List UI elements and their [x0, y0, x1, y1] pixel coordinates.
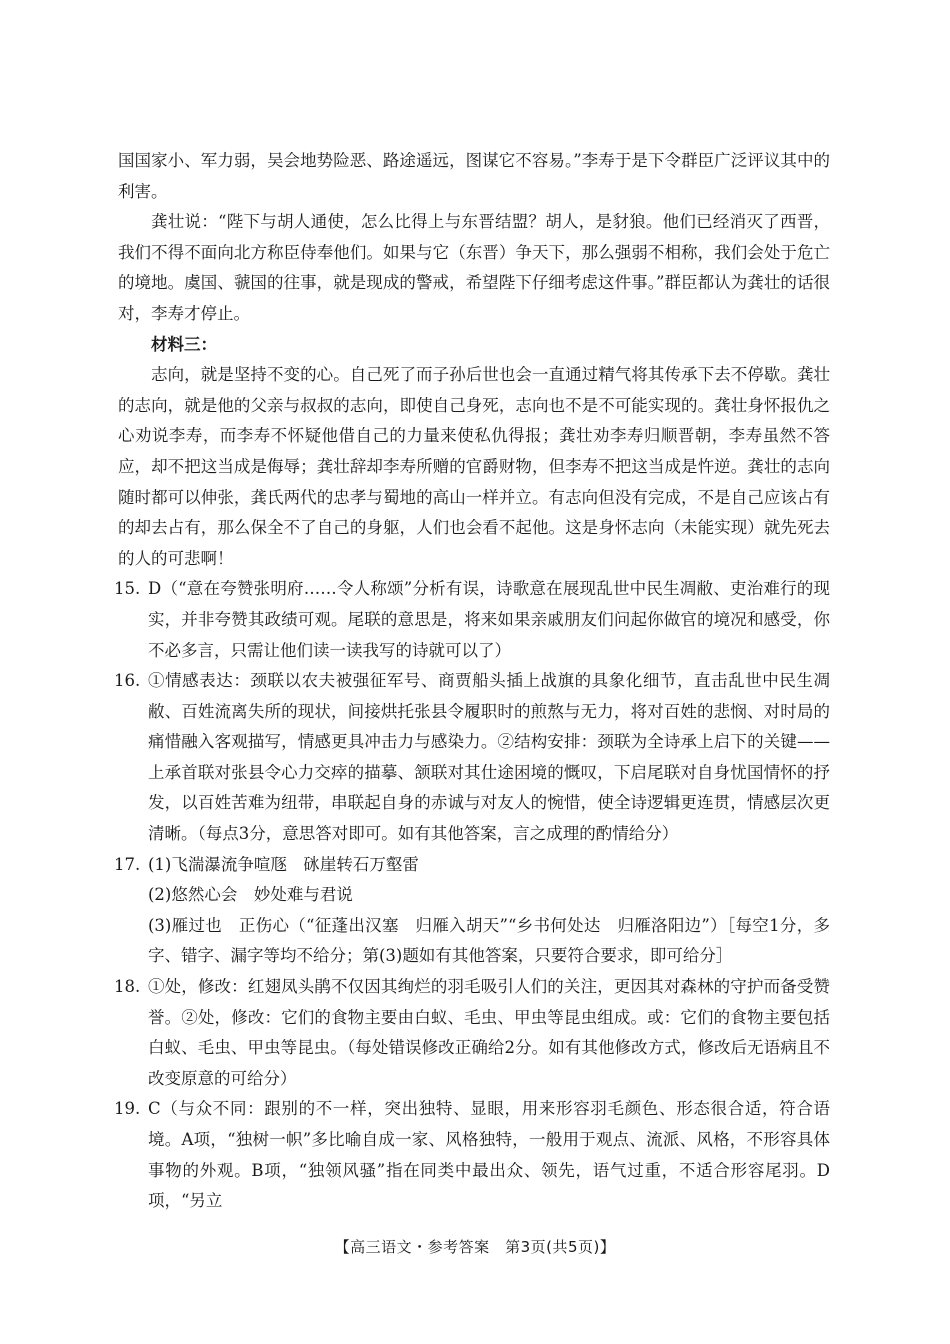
- item-text: C（与众不同：跟别的不一样，突出独特、显眼，用来形容羽毛颜色、形态很合适，符合语境。A项，“独树一帜”多比喻自成一家、风格独特，一般用于观点、流派、风格，不形容具体事物的外观。B项，“独领风骚”指在同类中最出众、领先，语气过重，不适合形容尾羽。D项，“另立: [148, 1099, 830, 1211]
- item-number: 17.: [114, 854, 141, 874]
- item-text: D（“意在夸赞张明府……令人称颂”分析有误，诗歌意在展现乱世中民生凋敝、吏治难行的现实，并非夸赞其政绩可观。尾联的意思是，将来如果亲戚朋友们问起你做官的境况和感受，你不必多言，只需让他们读一读我写的诗就可以了）: [148, 579, 830, 660]
- paragraph-gongzhuang: 龚壮说：“陛下与胡人通使，怎么比得上与东晋结盟？胡人，是豺狼。他们已经消灭了西晋，我们不得不面向北方称臣侍奉他们。如果与它（东晋）争天下，那么强弱不相称，我们会处于危亡的境地。虞国、虢国的往事，就是现成的警戒，希望陛下仔细考虑这件事。”群臣都认为龚壮的话很对，李寿才停止。: [118, 212, 830, 323]
- item-number: 16.: [114, 671, 141, 691]
- item-number: 19.: [114, 1099, 141, 1119]
- item-17-line-3: (3)雁过也 正伤心（“征蓬出汉塞 归雁入胡天”“乡书何处达 归雁洛阳边”）［每空1分，多字、错字、漏字等均不给分；第(3)题如有其他答案，只要符合要求，即可给分］: [148, 915, 830, 966]
- footer-text: 【高三语文・参考答案 第3页(共5页)】: [334, 1238, 616, 1256]
- item-text: ①处，修改：红翅凤头鹃不仅因其绚烂的羽毛吸引人们的关注，更因其对森林的守护而备受赞誉。②处，修改：它们的食物主要由白蚁、毛虫、甲虫等昆虫组成。或：它们的食物主要包括白蚁、毛虫、甲虫等昆虫。（每处错误修改正确给2分。如有其他修改方式，修改后无语病且不改变原意的可给分）: [148, 977, 830, 1088]
- item-17-line-1: (1)飞湍瀑流争喧豗 砯崖转石万壑雷: [148, 854, 419, 874]
- paragraph-continuation: 国国家小、军力弱，吴会地势险恶、路途遥远，图谋它不容易。”李寿于是下令群臣广泛评议其中的利害。: [118, 151, 830, 201]
- item-17-line-2: (2)悠然心会 妙处难与君说: [148, 885, 353, 905]
- answer-item-16: [114, 666, 830, 850]
- item-number: 18.: [114, 977, 141, 997]
- answer-item-17: [114, 850, 830, 972]
- material-3-heading: 材料三：: [151, 334, 217, 354]
- paragraph-material-3: 志向，就是坚持不变的心。自己死了而子孙后世也会一直通过精气将其传承下去不停歇。龚壮的志向，就是他的父亲与叔叔的志向，即使自己身死，志向也不是不可能实现的。龚壮身怀报仇之心劝说李寿，而李寿不怀疑他借自己的力量来使私仇得报；龚壮劝李寿归顺晋朝，李寿虽然不答应，却不把这当成是侮辱；龚壮辞却李寿所赠的官爵财物，但李寿不把这当成是忤逆。龚壮的志向随时都可以伸张，龚氏两代的忠孝与蜀地的高山一样并立。有志向但没有完成，不是自己应该占有的却去占有，那么保全不了自己的身躯，人们也会看不起他。这是身怀志向（未能实现）就先死去的人的可悲啊！: [118, 365, 830, 568]
- answer-content: [114, 146, 830, 1217]
- answer-item-15: [114, 574, 830, 666]
- item-text: ①情感表达：颈联以农夫被强征军号、商贾船头插上战旗的具象化细节，直击乱世中民生凋敝、百姓流离失所的现状，间接烘托张县令履职时的煎熬与无力，将对百姓的悲悯、对时局的痛惜融入客观描写，情感更具冲击力与感染力。②结构安排：颈联为全诗承上启下的关键——上承首联对张县令心力交瘁的描摹、颔联对其仕途困境的慨叹，下启尾联对自身忧国情怀的抒发，以百姓苦难为纽带，串联起自身的赤诚与对友人的惋惜，使全诗逻辑更连贯，情感层次更清晰。（每点3分，意思答对即可。如有其他答案，言之成理的酌情给分）: [148, 671, 830, 844]
- item-number: 15.: [114, 579, 141, 599]
- answer-item-19: [114, 1094, 830, 1216]
- page-footer: [0, 1236, 950, 1257]
- answer-item-18: [114, 972, 830, 1094]
